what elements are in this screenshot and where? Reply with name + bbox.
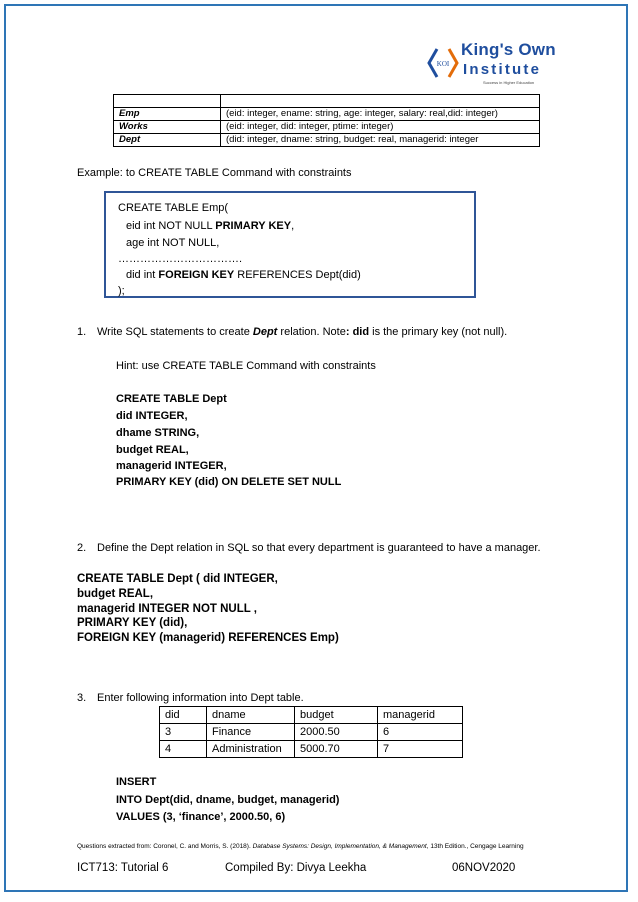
answer-2-line: CREATE TABLE Dept ( did INTEGER, — [77, 573, 278, 585]
answer-2-line: FOREIGN KEY (managerid) REFERENCES Emp) — [77, 632, 339, 644]
table-row — [160, 724, 463, 741]
schema-def — [221, 95, 540, 108]
answer-3-line: INTO Dept(did, dname, budget, managerid) — [116, 794, 340, 806]
svg-text:KOI: KOI — [436, 60, 450, 68]
table-cell: Administration — [207, 741, 295, 758]
institute-logo — [425, 40, 555, 86]
question-2-text: Define the Dept relation in SQL so that every department is guaranteed to have a manager. — [97, 542, 541, 554]
question-1-hint: Hint: use CREATE TABLE Command with constraints — [116, 360, 376, 372]
table-cell: 2000.50 — [295, 724, 378, 741]
footer-date: 06NOV2020 — [452, 862, 516, 874]
table-cell: Finance — [207, 724, 295, 741]
question-2-number: 2. — [77, 542, 87, 554]
answer-2-line: managerid INTEGER NOT NULL , — [77, 603, 257, 615]
schema-name — [114, 95, 221, 108]
code-line: did int FOREIGN KEY REFERENCES Dept(did) — [126, 269, 361, 281]
schema-name: Works — [114, 121, 221, 134]
code-line: age int NOT NULL, — [126, 237, 220, 249]
answer-1-line: managerid INTEGER, — [116, 460, 227, 472]
schema-def: (eid: integer, ename: string, age: integer, salary: real,did: integer) — [221, 108, 540, 121]
koi-emblem-icon — [425, 43, 461, 83]
logo-subtitle: Institute — [463, 61, 542, 78]
question-3-text: Enter following information into Dept table. — [97, 692, 304, 704]
column-header: budget — [295, 707, 378, 724]
footer-compiler: Compiled By: Divya Leekha — [225, 862, 367, 874]
table-cell: 6 — [378, 724, 463, 741]
schema-def: (did: integer, dname: string, budget: real, managerid: integer — [221, 134, 540, 147]
code-line: CREATE TABLE Emp( — [118, 202, 229, 214]
column-header: dname — [207, 707, 295, 724]
answer-1-line: did INTEGER, — [116, 410, 188, 422]
answer-1-line: CREATE TABLE Dept — [116, 393, 227, 405]
schema-table — [113, 94, 540, 147]
table-header-row — [160, 707, 463, 724]
column-header: did — [160, 707, 207, 724]
code-example-box — [104, 191, 476, 298]
code-line: eid int NOT NULL PRIMARY KEY, — [126, 220, 295, 232]
footer-course: ICT713: Tutorial 6 — [77, 862, 169, 874]
question-3-number: 3. — [77, 692, 87, 704]
table-row — [114, 134, 540, 147]
question-1-text: Write SQL statements to create Dept relation. Note: did is the primary key (not null). — [97, 326, 508, 338]
table-cell: 5000.70 — [295, 741, 378, 758]
answer-2-line: PRIMARY KEY (did), — [77, 617, 188, 629]
table-cell: 3 — [160, 724, 207, 741]
code-line: ); — [118, 285, 125, 297]
table-row — [160, 741, 463, 758]
citation: Questions extracted from: Coronel, C. and Morris, S. (2018). Database Systems: Design, Implementation, & Management, 13th Edition., Cengage Learning — [77, 843, 524, 850]
dept-table — [159, 706, 463, 758]
answer-3-line: VALUES (3, ‘finance’, 2000.50, 6) — [116, 811, 286, 823]
schema-name: Emp — [114, 108, 221, 121]
answer-2-line: budget REAL, — [77, 588, 154, 600]
example-heading: Example: to CREATE TABLE Command with constraints — [77, 167, 352, 179]
table-cell: 7 — [378, 741, 463, 758]
table-row — [114, 95, 540, 108]
answer-1-line: budget REAL, — [116, 444, 189, 456]
schema-def: (eid: integer, did: integer, ptime: integer) — [221, 121, 540, 134]
table-row — [114, 121, 540, 134]
table-row — [114, 108, 540, 121]
answer-1-line: PRIMARY KEY (did) ON DELETE SET NULL — [116, 476, 342, 488]
table-cell: 4 — [160, 741, 207, 758]
answer-3-line: INSERT — [116, 776, 157, 788]
answer-1-line: dhame STRING, — [116, 427, 200, 439]
logo-title: King's Own — [461, 40, 556, 59]
question-1-number: 1. — [77, 326, 87, 338]
code-line: ……………………………. — [118, 253, 243, 265]
column-header: managerid — [378, 707, 463, 724]
logo-tagline: Success in Higher Education — [483, 80, 535, 85]
schema-name: Dept — [114, 134, 221, 147]
